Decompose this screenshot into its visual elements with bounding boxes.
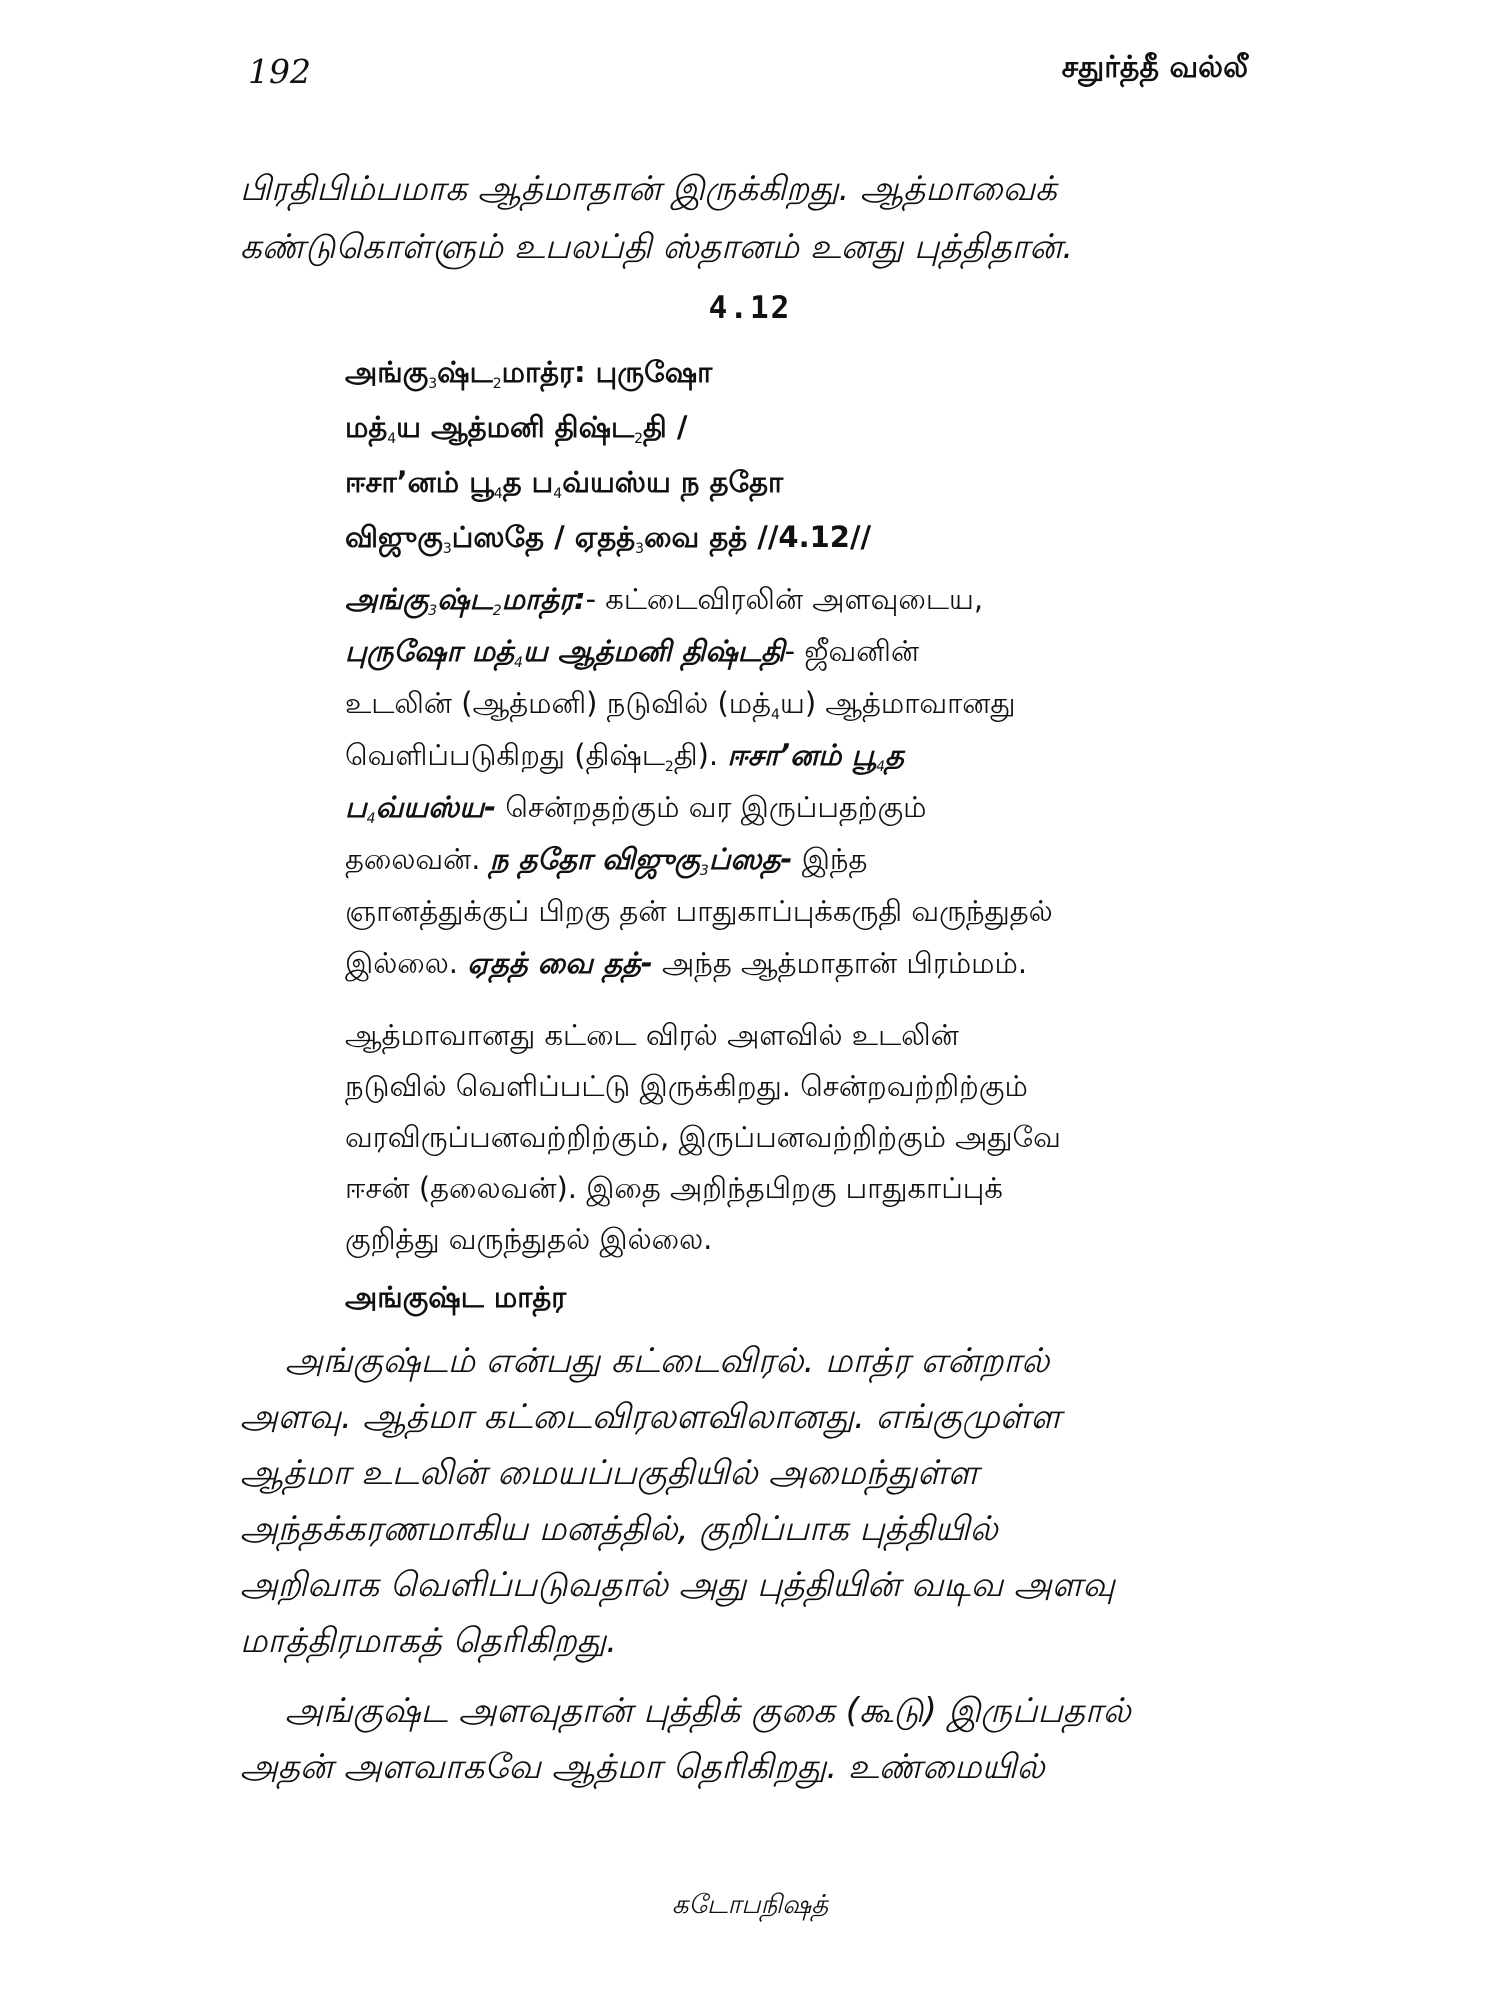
body-text (240, 1333, 1260, 1795)
section-heading: அங்குஷ்ட மாத்ர (345, 1280, 567, 1314)
commentary-line: வெளிப்படுகிறது (திஷ்ட$_2$தி). ஈசா’னம் $பூ_4த$ (345, 738, 904, 775)
meaning: இந்த (792, 842, 868, 876)
commentary-line: இல்லை. ஏதத் வை தத்- அந்த ஆத்மாதான் பிரம்மம். (345, 946, 1028, 980)
sanskrit-term: $அங்கு_3ஷ்ட_2மாத்ர$: (345, 582, 586, 619)
body-line: அந்தக்கரணமாகிய மனத்தில், குறிப்பாக புத்தியில் (240, 1509, 998, 1549)
verse-line-4: $விஜுகு_3ப்ஸதே$ / $ஏதத்_3வை$ தத் //4.12// (345, 520, 872, 557)
body-line: அங்குஷ்டம் என்பது கட்டைவிரல். மாத்ர என்றால் (285, 1341, 1050, 1381)
sanskrit-verse (345, 345, 1245, 565)
intro-line: கண்டுகொள்ளும் உபலப்தி ஸ்தானம் உனது புத்திதான். (240, 227, 1074, 267)
commentary-line (345, 573, 1245, 625)
meaning: அந்த ஆத்மாதான் பிரம்மம். (652, 946, 1028, 980)
verse-number: 4.12 (708, 290, 792, 326)
summary-line: குறித்து வருந்துதல் இல்லை. (345, 1222, 713, 1256)
body-line: அளவு. ஆத்மா கட்டைவிரலளவிலானது. எங்குமுள்ள (240, 1397, 1062, 1437)
body-line: அதன் அளவாகவே ஆத்மா தெரிகிறது. உண்மையில் (240, 1747, 1045, 1787)
sanskrit-term: ஈசா’னம் $பூ_4த$ (727, 738, 904, 775)
running-head: சதுர்த்தீ வல்லீ (1061, 50, 1248, 85)
body-paragraph-1 (240, 1333, 1260, 1669)
sanskrit-term: ப$_4$வ்யஸ்ய- (345, 790, 497, 827)
meaning: - ஜீவனின் (784, 634, 920, 668)
verse-line-3: ஈசா’னம் $பூ_4த$ ப$_4$வ்யஸ்ய ந ததோ (345, 465, 784, 502)
summary-line: நடுவில் வெளிப்பட்டு இருக்கிறது. சென்றவற்றிற்கும் (345, 1069, 1028, 1103)
intro-paragraph (240, 160, 1260, 276)
meaning: - கட்டைவிரலின் அளவுடைய, (585, 582, 984, 616)
sanskrit-term: ந ததோ $விஜுகு_3ப்ஸத-$ (489, 842, 793, 879)
sanskrit-term: புருஷோ $மத்_4ய$ ஆத்மனி திஷ்டதி (345, 634, 785, 671)
commentary-line: உடலின் (ஆத்மனி) நடுவில் $(மத்_4ய)$ ஆத்மாவானது (345, 686, 1016, 723)
body-line: மாத்திரமாகத் தெரிகிறது. (240, 1621, 617, 1661)
verse-line-1: $அங்கு_3ஷ்ட_2மாத்ர$: புருஷோ (345, 355, 713, 392)
commentary-line (345, 625, 1245, 677)
summary-paragraph (345, 1010, 1245, 1265)
summary-line: ஈசன் (தலைவன்). இதை அறிந்தபிறகு பாதுகாப்புக் (345, 1171, 1003, 1205)
meaning: சென்றதற்கும் வர இருப்பதற்கும் (496, 790, 927, 824)
word-commentary (345, 573, 1245, 989)
sanskrit-term: ஏதத் வை தத்- (467, 946, 653, 980)
body-line: அறிவாக வெளிப்படுவதால் அது புத்தியின் வடிவ அளவு (240, 1565, 1115, 1605)
page-number: 192 (248, 52, 311, 91)
body-paragraph-2 (240, 1683, 1260, 1795)
footer-title: கடோபநிஷத் (671, 1890, 829, 1920)
verse-line-2: $மத்_4ய$ ஆத்மனி திஷ்ட$_2$தி / (345, 410, 688, 447)
intro-line: பிரதிபிம்பமாக ஆத்மாதான் இருக்கிறது. ஆத்மாவைக் (240, 169, 1057, 209)
summary-line: வரவிருப்பனவற்றிற்கும், இருப்பனவற்றிற்கும் அதுவே (345, 1120, 1061, 1154)
body-line: அங்குஷ்ட அளவுதான் புத்திக் குகை (கூடு) இருப்பதால் (285, 1691, 1131, 1731)
commentary-line (345, 781, 1245, 833)
commentary-line: தலைவன். ந ததோ $விஜுகு_3ப்ஸத-$ இந்த (345, 842, 868, 879)
body-line: ஆத்மா உடலின் மையப்பகுதியில் அமைந்துள்ள (240, 1453, 979, 1493)
summary-line: ஆத்மாவானது கட்டை விரல் அளவில் உடலின் (345, 1018, 959, 1052)
commentary-line: ஞானத்துக்குப் பிறகு தன் பாதுகாப்புக்கருதி வருந்துதல் (345, 894, 1053, 928)
